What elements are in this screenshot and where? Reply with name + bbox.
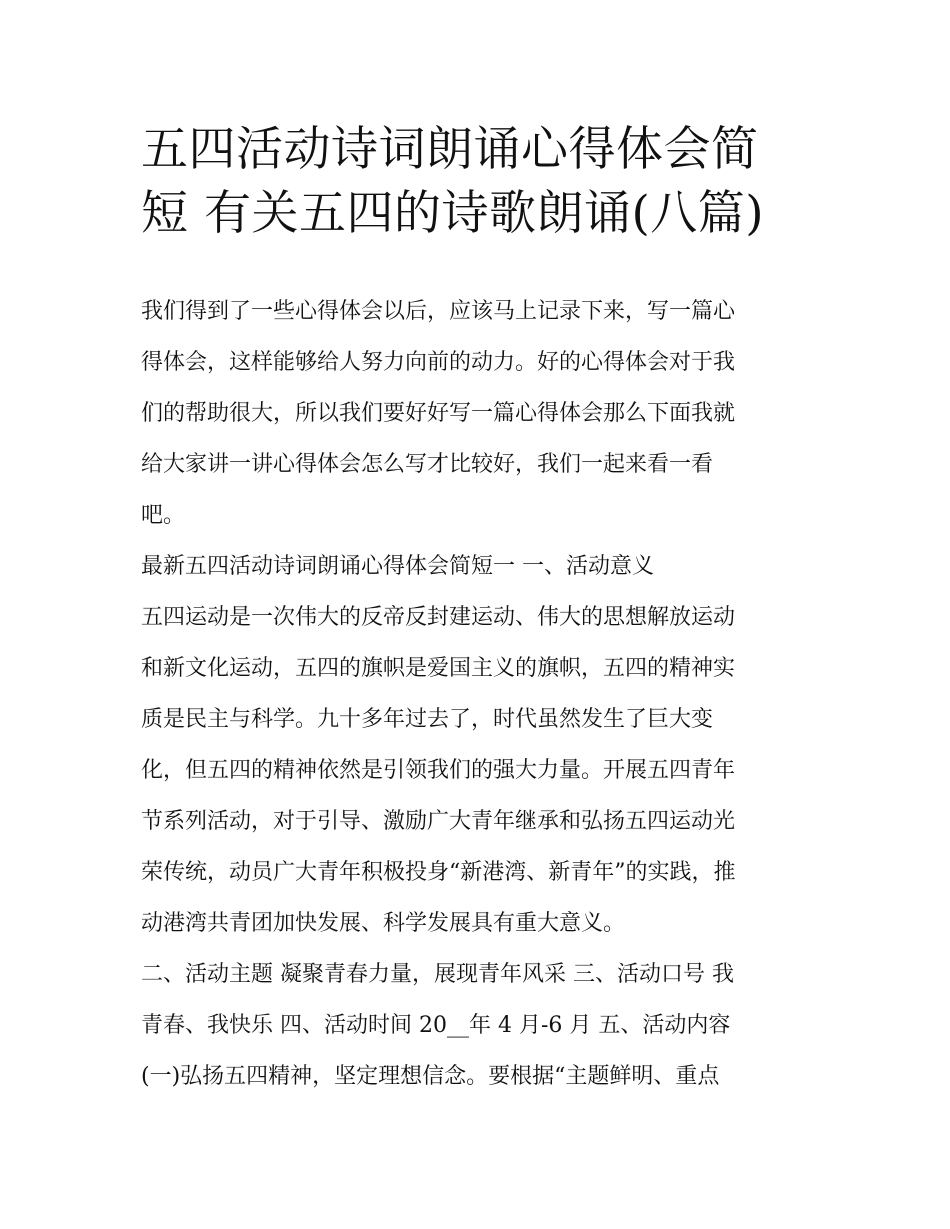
body-line: 质是民主与科学。九十多年过去了，时代虽然发生了巨大变 — [141, 707, 714, 732]
title-line-1: 五四活动诗词朗诵心得体会简 — [141, 122, 759, 177]
body-line: 节系列活动，对于引导、激励广大青年继承和弘扬五四运动光 — [141, 809, 736, 834]
title-line-2: 短 有关五四的诗歌朗诵(八篇) — [141, 186, 765, 241]
body-line: 给大家讲一讲心得体会怎么写才比较好，我们一起来看一看 — [141, 452, 714, 477]
body-line: 和新文化运动，五四的旗帜是爱国主义的旗帜，五四的精神实 — [141, 656, 736, 681]
section-heading-line: 最新五四活动诗词朗诵心得体会简短一 一、活动意义 — [141, 554, 654, 579]
body-line: 我们得到了一些心得体会以后，应该马上记录下来，写一篇心 — [141, 299, 736, 324]
body-line: 化，但五四的精神依然是引领我们的强大力量。开展五四青年 — [141, 758, 736, 783]
body-line: 荣传统，动员广大青年积极投身“新港湾、新青年”的实践，推 — [141, 860, 736, 885]
body-line: 得体会，这样能够给人努力向前的动力。好的心得体会对于我 — [141, 350, 736, 375]
document-title — [141, 118, 821, 246]
document-body — [141, 286, 821, 1102]
body-line: 青春、我快乐 四、活动时间 20__年 4 月-6 月 五、活动内容 — [141, 1013, 731, 1038]
body-line: 二、活动主题 凝聚青春力量，展现青年风采 三、活动口号 我 — [141, 962, 734, 987]
body-line: 五四运动是一次伟大的反帝反封建运动、伟大的思想解放运动 — [141, 605, 736, 630]
body-line: (一)弘扬五四精神，坚定理想信念。要根据“主题鲜明、重点 — [141, 1064, 720, 1089]
body-line: 吧。 — [141, 503, 186, 528]
body-line: 动港湾共青团加快发展、科学发展具有重大意义。 — [141, 911, 626, 936]
body-line: 们的帮助很大，所以我们要好好写一篇心得体会那么下面我就 — [141, 401, 736, 426]
